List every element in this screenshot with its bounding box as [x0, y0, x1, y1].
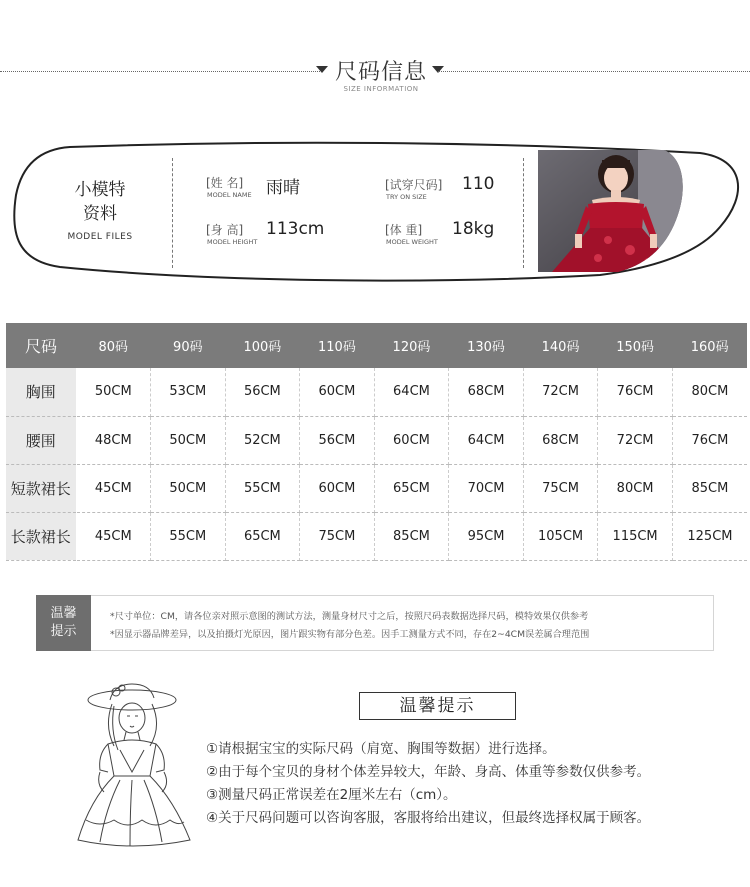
- table-header-cell: 90码: [151, 323, 226, 368]
- table-header-cell: 130码: [449, 323, 524, 368]
- table-cell: 50CM: [151, 416, 226, 464]
- warm-tip-item-4: ④关于尺码问题可以咨询客服，客服将给出建议，但最终选择权属于顾客。: [206, 810, 651, 826]
- row-label: 腰围: [6, 416, 76, 464]
- tip-bar: [36, 595, 714, 651]
- model-name-value: 雨晴: [266, 178, 300, 198]
- table-cell: 68CM: [449, 368, 524, 416]
- header-dotted-line-left: [0, 71, 320, 72]
- table-header-cell: 160码: [672, 323, 747, 368]
- page-title: 尺码信息: [334, 60, 427, 85]
- model-files-subtitle: MODEL FILES: [67, 232, 133, 242]
- table-cell: 65CM: [374, 464, 449, 512]
- size-table-header-row: [6, 323, 747, 368]
- table-cell: 85CM: [672, 464, 747, 512]
- warm-tip-item-1: ①请根据宝宝的实际尺码（肩宽、胸围等数据）进行选择。: [206, 741, 556, 757]
- warm-tip-item-3: ③测量尺码正常误差在2厘米左右（cm）。: [206, 787, 457, 803]
- header-arrow-left-icon: [316, 66, 328, 73]
- table-cell: 50CM: [76, 368, 151, 416]
- model-name-label: [姓 名]: [206, 176, 244, 190]
- table-cell: 72CM: [598, 416, 673, 464]
- model-files-title: 小模特 资料: [74, 180, 126, 224]
- table-cell: 48CM: [76, 416, 151, 464]
- table-cell: 64CM: [449, 416, 524, 464]
- row-label: 胸围: [6, 368, 76, 416]
- try-on-size-value: 110: [462, 174, 495, 194]
- table-cell: 76CM: [598, 368, 673, 416]
- tip-bar-line-1: *尺寸单位：CM，请各位亲对照示意图的测试方法，测量身材尺寸之后，按照尺码表数据选择尺码，模特效果仅供参考: [110, 611, 589, 622]
- table-cell: 75CM: [523, 464, 598, 512]
- table-cell: 55CM: [151, 512, 226, 560]
- table-cell: 56CM: [300, 416, 375, 464]
- table-header-cell: 120码: [374, 323, 449, 368]
- header-dotted-line-right: [438, 71, 750, 72]
- table-row: [6, 368, 747, 416]
- row-label: 短款裙长: [6, 464, 76, 512]
- table-cell: 55CM: [225, 464, 300, 512]
- model-weight-value: 18kg: [452, 219, 495, 239]
- table-header-cell: 140码: [523, 323, 598, 368]
- table-header-cell: 100码: [225, 323, 300, 368]
- table-cell: 53CM: [151, 368, 226, 416]
- tip-bar-label: 温馨 提示: [36, 595, 91, 651]
- table-cell: 80CM: [598, 464, 673, 512]
- table-cell: 95CM: [449, 512, 524, 560]
- table-row: [6, 416, 747, 464]
- table-header-cell: 150码: [598, 323, 673, 368]
- row-label: 长款裙长: [6, 512, 76, 560]
- table-cell: 70CM: [449, 464, 524, 512]
- table-cell: 80CM: [672, 368, 747, 416]
- table-cell: 45CM: [76, 512, 151, 560]
- try-on-size-label-en: TRY ON SIZE: [386, 193, 427, 201]
- size-table: [6, 323, 747, 561]
- table-cell: 64CM: [374, 368, 449, 416]
- model-photo: [538, 150, 684, 272]
- table-cell: 60CM: [300, 368, 375, 416]
- warm-tips-title: 温馨提示: [359, 692, 516, 720]
- model-weight-label: [体 重]: [385, 223, 423, 237]
- table-row: [6, 464, 747, 512]
- table-cell: 65CM: [225, 512, 300, 560]
- table-cell: 76CM: [672, 416, 747, 464]
- table-cell: 68CM: [523, 416, 598, 464]
- table-cell: 105CM: [523, 512, 598, 560]
- table-cell: 52CM: [225, 416, 300, 464]
- table-cell: 125CM: [672, 512, 747, 560]
- divider-left: [172, 158, 173, 268]
- model-weight-label-en: MODEL WEIGHT: [386, 238, 438, 246]
- divider-right: [523, 158, 524, 268]
- table-cell: 72CM: [523, 368, 598, 416]
- table-cell: 85CM: [374, 512, 449, 560]
- table-header-cell: 尺码: [6, 323, 76, 368]
- warm-tip-item-2: ②由于每个宝贝的身材个体差异较大，年龄、身高、体重等参数仅供参考。: [206, 764, 651, 780]
- table-cell: 60CM: [374, 416, 449, 464]
- tip-bar-line-2: *因显示器品牌差异，以及拍摄灯光原因，图片跟实物有部分色差。因手工测量方式不同，存在2~4CM误差属合理范围: [110, 629, 590, 640]
- page-subtitle: SIZE INFORMATION: [343, 85, 419, 93]
- table-row: [6, 512, 747, 560]
- try-on-size-label: [试穿尺码]: [385, 178, 443, 192]
- table-cell: 45CM: [76, 464, 151, 512]
- model-height-label: [身 高]: [206, 223, 244, 237]
- table-cell: 115CM: [598, 512, 673, 560]
- table-cell: 60CM: [300, 464, 375, 512]
- model-height-value: 113cm: [266, 219, 325, 239]
- model-height-label-en: MODEL HEIGHT: [207, 238, 258, 246]
- table-cell: 56CM: [225, 368, 300, 416]
- model-name-label-en: MODEL NAME: [207, 191, 252, 199]
- table-cell: 50CM: [151, 464, 226, 512]
- table-cell: 75CM: [300, 512, 375, 560]
- table-header-cell: 110码: [300, 323, 375, 368]
- girl-sketch-illustration: [70, 680, 200, 850]
- table-header-cell: 80码: [76, 323, 151, 368]
